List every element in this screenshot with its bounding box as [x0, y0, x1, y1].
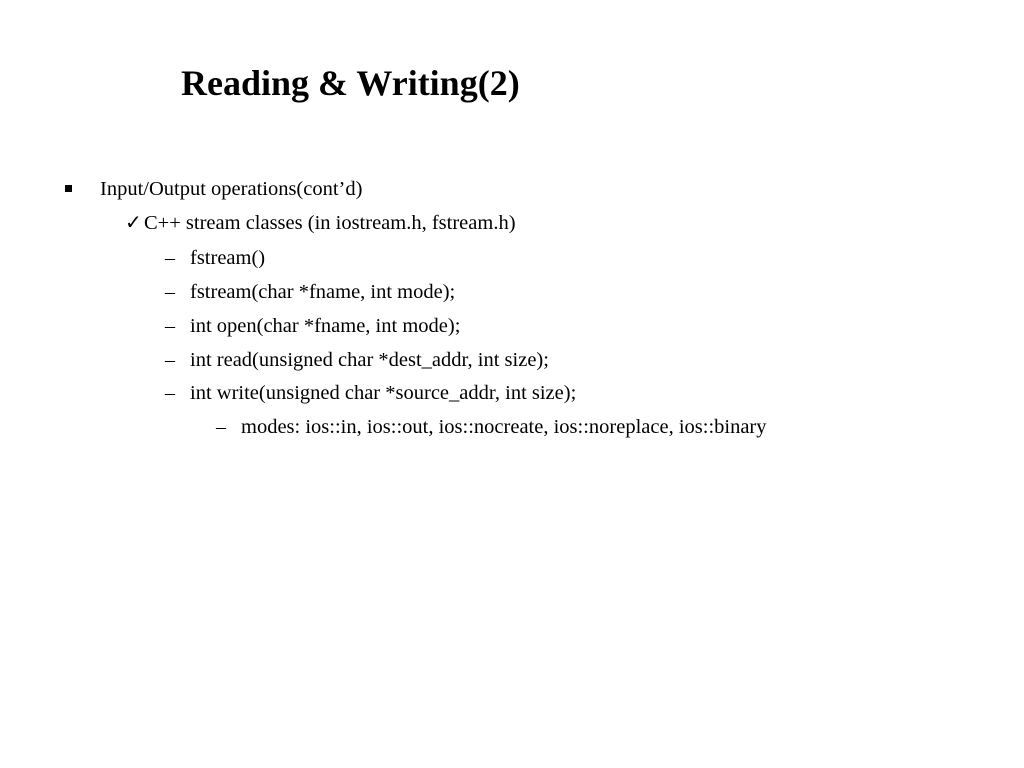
dash-icon: –: [165, 349, 175, 371]
dash-icon: –: [165, 247, 175, 269]
slide-title: Reading & Writing(2): [181, 63, 520, 103]
bullet-text-level-2: C++ stream classes (in iostream.h, fstream.h): [144, 212, 516, 234]
dash-icon: –: [165, 382, 175, 404]
checkmark-icon: ✓: [125, 212, 142, 234]
bullet-text-level-3: int read(unsigned char *dest_addr, int size);: [190, 349, 549, 371]
bullet-text-level-1: Input/Output operations(cont’d): [100, 178, 363, 200]
dash-icon: –: [165, 281, 175, 303]
dash-icon: –: [165, 315, 175, 337]
square-bullet-icon: [65, 185, 72, 192]
bullet-text-level-3: int write(unsigned char *source_addr, int size);: [190, 382, 577, 404]
bullet-text-level-3: int open(char *fname, int mode);: [190, 315, 461, 337]
bullet-text-level-3: fstream(): [190, 247, 266, 269]
dash-icon: –: [216, 416, 226, 438]
bullet-text-level-3: fstream(char *fname, int mode);: [190, 281, 456, 303]
bullet-text-level-4: modes: ios::in, ios::out, ios::nocreate, ios::noreplace, ios::binary: [241, 416, 767, 438]
